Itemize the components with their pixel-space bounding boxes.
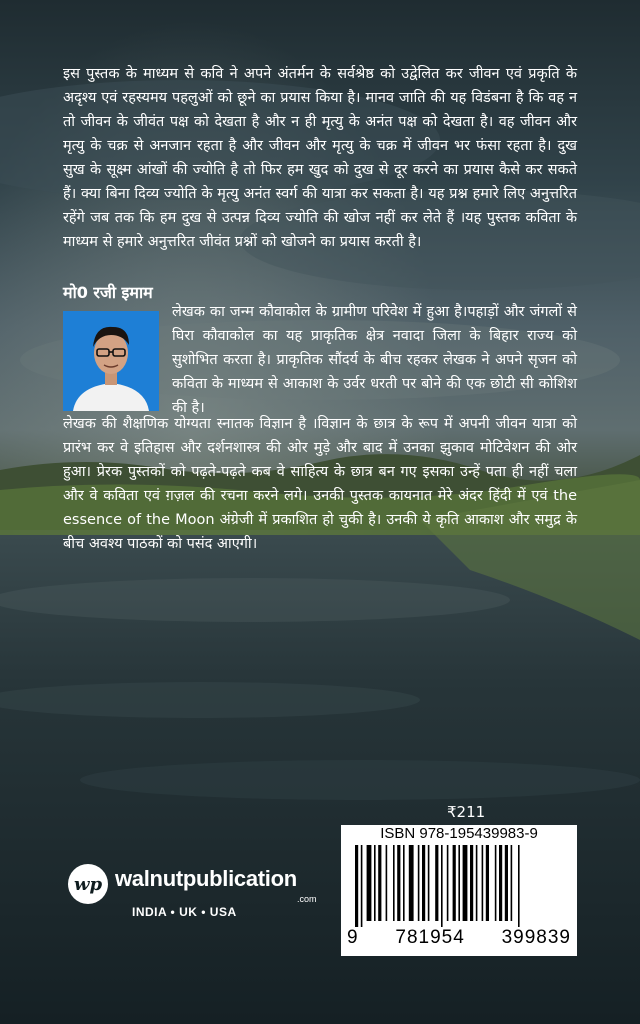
barcode-bar: [355, 845, 358, 927]
barcode-bars: [355, 845, 563, 927]
publisher-regions: INDIA • UK • USA: [132, 905, 237, 919]
isbn-digit-group-right: 399839: [501, 927, 571, 948]
barcode-bar: [386, 845, 388, 921]
barcode-bar: [482, 845, 484, 921]
walnut-logo-icon: wp: [68, 864, 108, 904]
barcode-bar: [470, 845, 473, 921]
barcode-bar: [476, 845, 478, 921]
barcode-bar: [463, 845, 468, 921]
barcode-bar: [499, 845, 502, 921]
book-blurb: इस पुस्तक के माध्यम से कवि ने अपने अंतर्मन के सर्वश्रेष्ठ को उद्वेलित कर जीवन एवं प्रकृति के अदृश्य एवं रहस्यमय पहलुओं को छूने का प्रयास किया है। मानव जाति की यह विडंबना है कि वह न तो जीवन के जीवंत पक्ष को देखता है और न ही मृत्यु के अनंत पक्ष को देखता है। वह जीवन और मृत्यु के चक्र से अनजान रहता है और जीवन और मृत्यु के चक्र में जीवन भर फंसा रहता है। दुख सुख के सूक्ष्म आंखों की ज्योति है तो फिर हम खुद को दुख से दूर करने का प्रयास कैसे कर सकते हैं। क्या बिना दिव्य ज्योति के मृत्यु अनंत स्वर्ग की यात्रा कर सकता है। यह प्रश्न हमारे लिए अनुत्तरित रहेंगे जब तक कि हम दुख से उत्पन्न दिव्य ज्योति की खोज नहीं कर लेते हैं ।यह पुस्तक कविता के माध्यम से हमारे अनुत्तरित जीवंत प्रश्नों को खोजने का प्रयास करती है।: [63, 66, 577, 250]
author-bio-details: लेखक की शैक्षणिक योग्यता स्नातक विज्ञान है ।विज्ञान के छात्र के रूप में अपनी जीवन यात्रा को प्रारंभ कर वे इतिहास और दर्शनशास्त्र की ओर मुड़े और बाद में उनका झुकाव मोटिवेशन की ओर हुआ। प्रेरक पुस्तकों को पढ़ते-पढ़ते कब वे साहित्य के छात्र बन गए इसका उन्हें पता ही नहीं चला और वे कविता एवं ग़ज़ल की रचना करने लगे। उनकी पुस्तक कायनात मेरे अंदर हिंदी में एवं the essence of the Moon अंग्रेजी में प्रकाशित हो चुकी है। उनकी ये कृति आकाश और समुद्र के बीच अवश्य पाठकों को पसंद आएगी।: [63, 416, 577, 552]
isbn-digit-group-left: 781954: [395, 927, 465, 948]
barcode-bar: [374, 845, 376, 921]
publisher-name: walnutpublication: [115, 866, 297, 891]
barcode-bar: [453, 845, 456, 921]
barcode-bar: [435, 845, 438, 921]
barcode-bar: [495, 845, 497, 921]
barcode-bar: [447, 845, 449, 921]
barcode-bar: [511, 845, 513, 921]
isbn-digit-lead: 9: [347, 927, 359, 948]
barcode-bar: [441, 845, 443, 927]
author-photo: [63, 311, 159, 411]
barcode-bar: [458, 845, 460, 921]
price-label: ₹211: [447, 803, 486, 821]
barcode-bar: [393, 845, 395, 921]
isbn-label: ISBN 978-195439983-9: [380, 825, 538, 842]
publisher-domain-suffix: .com: [297, 894, 317, 904]
barcode-bar: [403, 845, 405, 921]
barcode-bar: [397, 845, 400, 921]
barcode-bar: [428, 845, 430, 921]
author-name: मो0 रजी इमाम: [63, 283, 153, 302]
barcode-bar: [378, 845, 381, 921]
barcode-bar: [505, 845, 508, 921]
isbn-digits: [347, 927, 571, 949]
barcode-bar: [422, 845, 425, 921]
barcode-bar: [418, 845, 420, 921]
author-bio-intro: लेखक का जन्म कौवाकोल के ग्रामीण परिवेश में हुआ है।पहाड़ों और जंगलों से घिरा कौवाकोल का यह प्राकृतिक क्षेत्र नवादा जिला के बिहार राज्य को सुशोभित करता है। प्राकृतिक सौंदर्य के बीच रहकर लेखक ने अपने सृजन को कविता के माध्यम से आकाश के उर्वर धरती पर बोने की एक छोटी सी कोशिश की है।: [172, 304, 577, 416]
isbn-barcode: [341, 825, 577, 956]
barcode-bar: [409, 845, 414, 921]
barcode-bar: [518, 845, 520, 927]
barcode-bar: [361, 845, 363, 927]
barcode-bar: [486, 845, 489, 921]
barcode-bar: [367, 845, 372, 921]
